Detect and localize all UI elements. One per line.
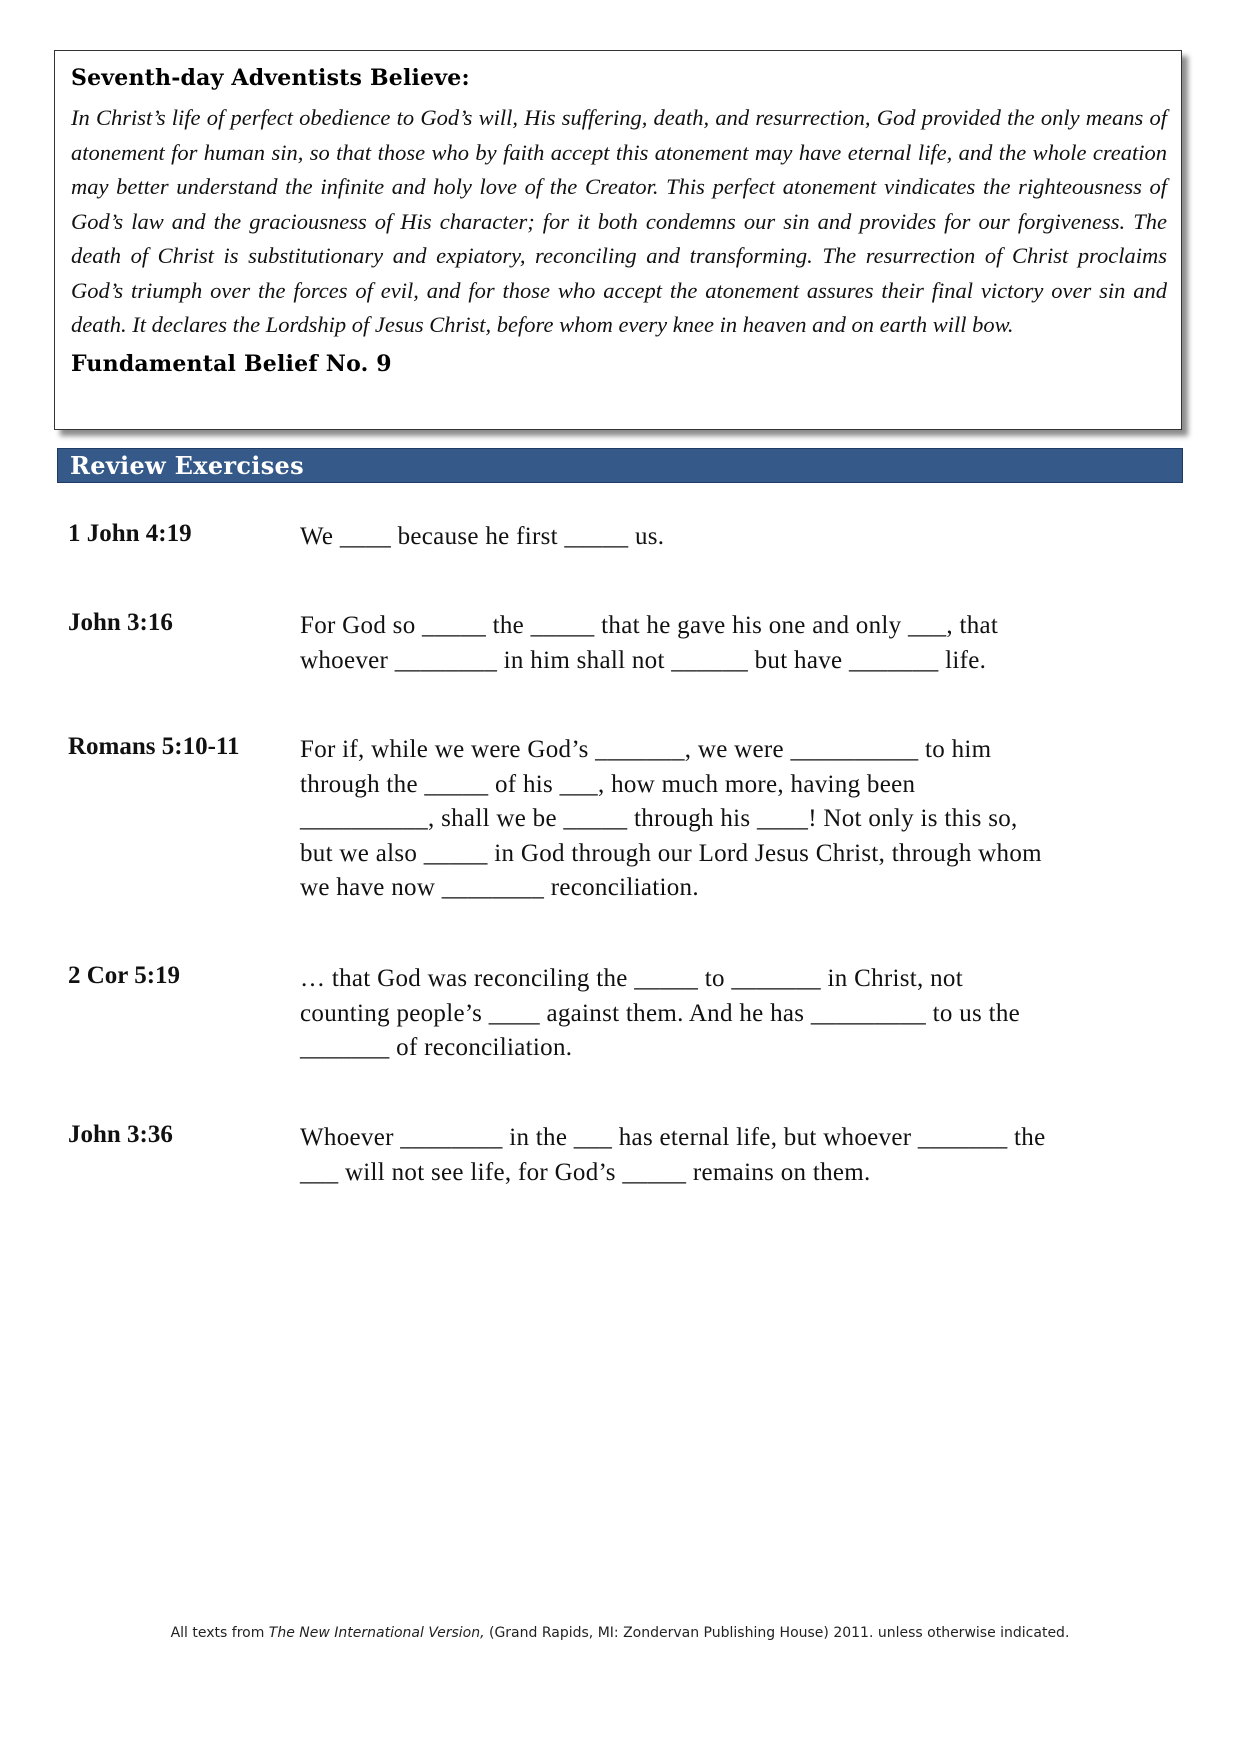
verse-line: whoever ________ in him shall not ______ but have _______ life. <box>300 646 987 674</box>
verse-line: through the _____ of his ___, how much more, having been <box>300 770 916 798</box>
verse-text <box>300 733 1180 906</box>
verse-reference: 1 John 4:19 <box>68 520 192 547</box>
footnote <box>0 1625 1240 1641</box>
review-header <box>57 448 1183 483</box>
verse-text <box>300 962 1180 1066</box>
belief-text: In Christ’s life of perfect obedience to God’s will, His suffering, death, and resurrection, God provided the only means of atonement for human sin, so that those who by faith accept this atonement may have eternal life, and the whole creation may better understand the infinite and holy love of the Creator. This perfect atonement vindicates the righteousness of God’s law and the graciousness of His character; for it both condemns our sin and provides for our forgiveness. The death of Christ is substitutionary and expiatory, reconciling and transforming. The resurrection of Christ proclaims God’s triumph over the forces of evil, and for those who accept the atonement assures their final victory over sin and death. It declares the Lordship of Jesus Christ, before whom every knee in heaven and on earth will bow. <box>71 105 1167 337</box>
verse-text <box>300 1121 1180 1190</box>
verse-line: We ____ because he first _____ us. <box>300 523 665 550</box>
review-title: Review Exercises <box>70 451 304 480</box>
verse-text <box>300 520 1180 555</box>
verse-line: For God so _____ the _____ that he gave his one and only ___, that <box>300 612 999 639</box>
footnote-source-title: The New International Version, <box>268 1625 485 1641</box>
verse-line: For if, while we were God’s _______, we were __________ to him <box>300 736 992 763</box>
verse-reference: 2 Cor 5:19 <box>68 962 181 989</box>
verse-line: … that God was reconciling the _____ to _______ in Christ, not <box>300 965 963 992</box>
footnote-prefix: All texts from <box>170 1625 269 1641</box>
belief-title: Seventh-day Adventists Believe: <box>71 65 470 91</box>
verse-text <box>300 609 1180 678</box>
verse-line: counting people’s ____ against them. And he has _________ to us the <box>300 999 1021 1027</box>
footnote-suffix: (Grand Rapids, MI: Zondervan Publishing House) 2011. unless otherwise indicated. <box>484 1625 1070 1641</box>
belief-footer: Fundamental Belief No. 9 <box>71 350 392 377</box>
verse-line: ___ will not see life, for God’s _____ remains on them. <box>300 1158 871 1186</box>
belief-box <box>54 50 1182 430</box>
verse-reference: John 3:36 <box>68 1121 173 1148</box>
verse-line: but we also _____ in God through our Lord Jesus Christ, through whom <box>300 839 1042 867</box>
verse-line: _______ of reconciliation. <box>300 1034 573 1061</box>
verse-line: Whoever ________ in the ___ has eternal life, but whoever _______ the <box>300 1124 1046 1151</box>
verse-reference: Romans 5:10-11 <box>68 733 240 760</box>
verse-line: __________, shall we be _____ through his ____! Not only is this so, <box>300 805 1018 832</box>
verse-reference: John 3:16 <box>68 609 173 636</box>
verse-line: we have now ________ reconciliation. <box>300 874 699 901</box>
